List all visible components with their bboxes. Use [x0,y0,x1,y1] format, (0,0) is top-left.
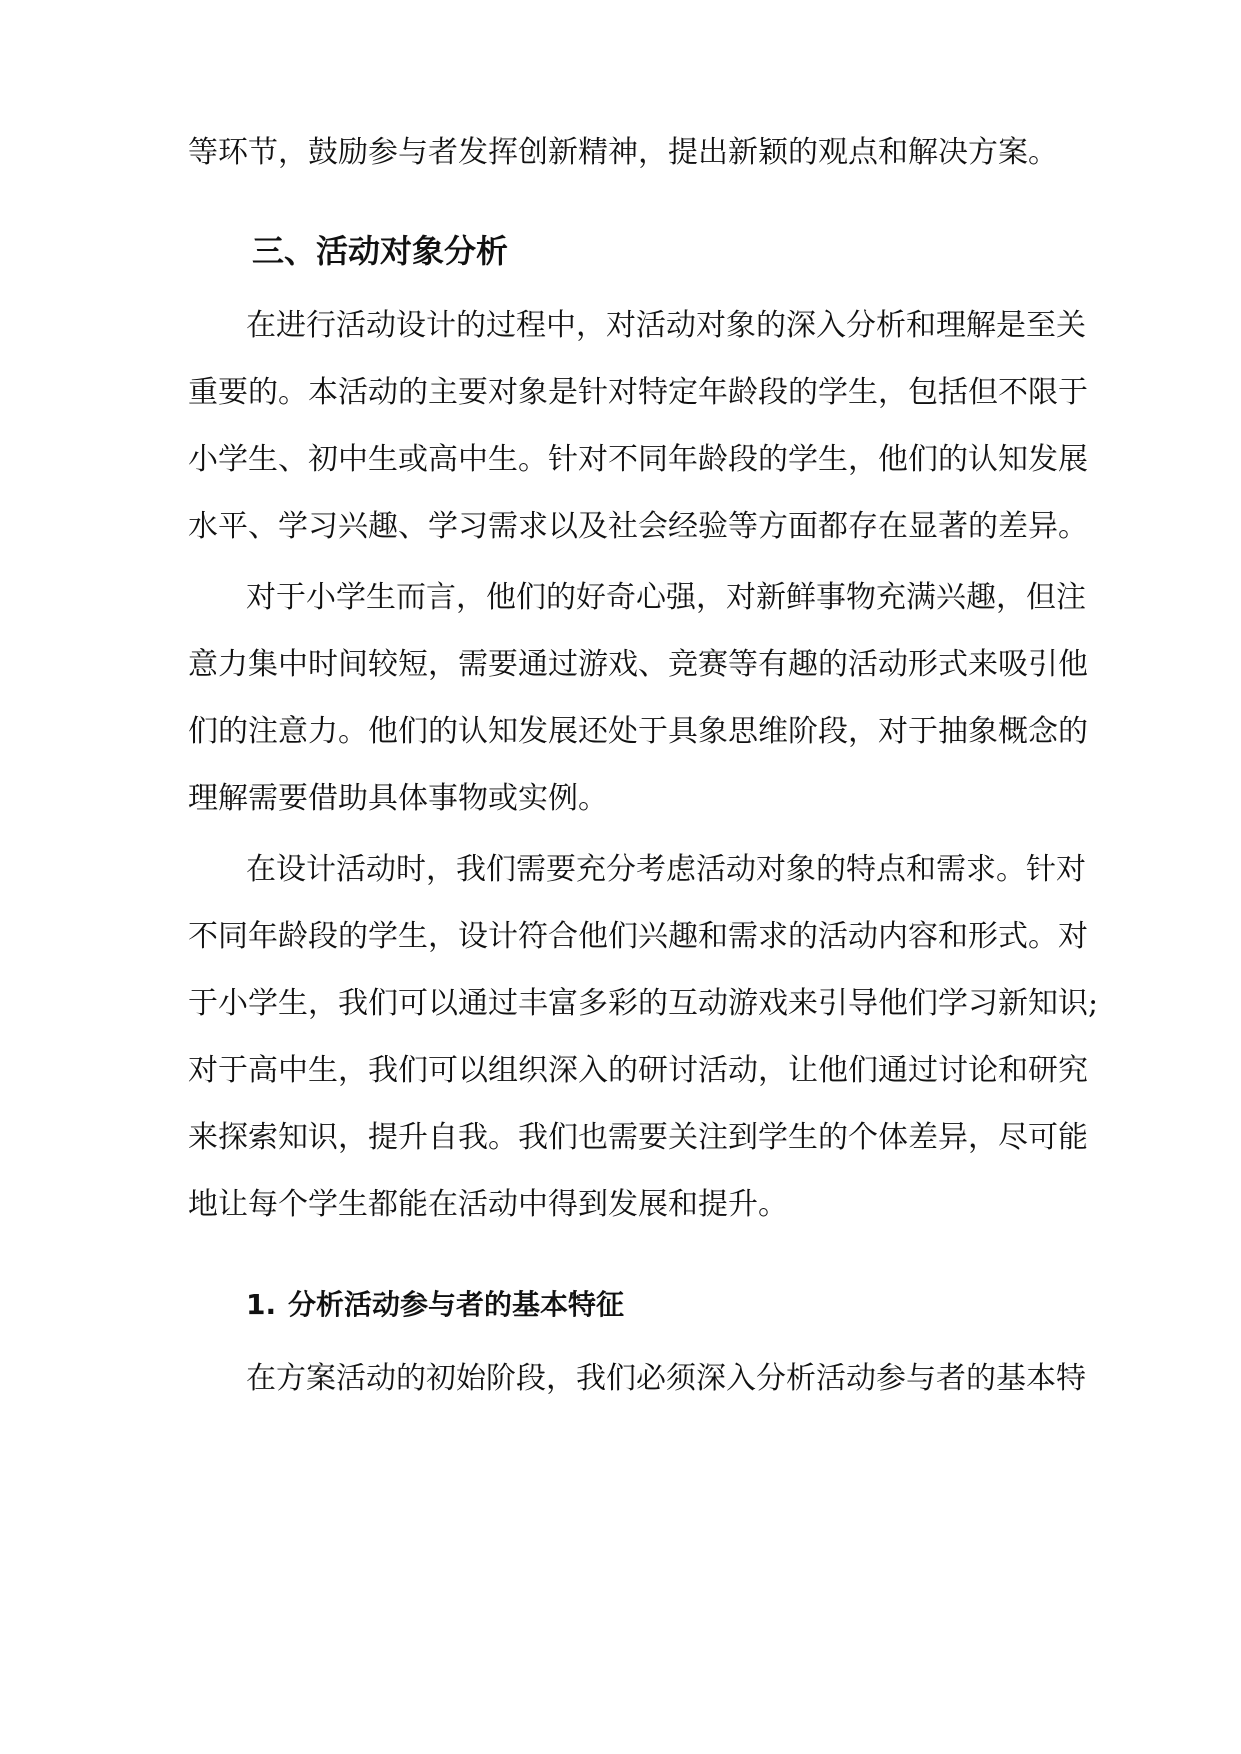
paragraph-3-line-6: 地让每个学生都能在活动中得到发展和提升。 [188,1187,788,1222]
paragraph-3-line-5: 来探索知识，提升自我。我们也需要关注到学生的个体差异，尽可能 [188,1120,1088,1155]
paragraph-2-line-2: 意力集中时间较短，需要通过游戏、竞赛等有趣的活动形式来吸引他 [188,647,1088,682]
paragraph-2-line-4: 理解需要借助具体事物或实例。 [188,781,608,816]
paragraph-3-line-3: 于小学生，我们可以通过丰富多彩的互动游戏来引导他们学习新知识; [188,986,1099,1021]
paragraph-1-line-1: 在进行活动设计的过程中，对活动对象的深入分析和理解是至关 [246,308,1086,343]
paragraph-1-line-3: 小学生、初中生或高中生。针对不同年龄段的学生，他们的认知发展 [188,442,1088,477]
intro-text-line: 等环节，鼓励参与者发挥创新精神，提出新颖的观点和解决方案。 [188,135,1058,170]
closing-paragraph-line-1: 在方案活动的初始阶段，我们必须深入分析活动参与者的基本特 [246,1361,1086,1396]
section-heading: 三、活动对象分析 [252,232,509,270]
subsection-heading [246,1285,624,1325]
paragraph-2-line-3: 们的注意力。他们的认知发展还处于具象思维阶段，对于抽象概念的 [188,714,1088,749]
subsection-title: 分析活动参与者的基本特征 [288,1288,625,1321]
subsection-number: 1. [246,1288,277,1321]
paragraph-1-line-2: 重要的。本活动的主要对象是针对特定年龄段的学生，包括但不限于 [188,375,1088,410]
paragraph-2-line-1: 对于小学生而言，他们的好奇心强，对新鲜事物充满兴趣，但注 [246,580,1086,615]
paragraph-3-line-2: 不同年龄段的学生，设计符合他们兴趣和需求的活动内容和形式。对 [188,919,1088,954]
paragraph-3-line-4: 对于高中生，我们可以组织深入的研讨活动，让他们通过讨论和研究 [188,1053,1088,1088]
paragraph-3-line-1: 在设计活动时，我们需要充分考虑活动对象的特点和需求。针对 [246,852,1086,887]
paragraph-1-line-4: 水平、学习兴趣、学习需求以及社会经验等方面都存在显著的差异。 [188,509,1088,544]
